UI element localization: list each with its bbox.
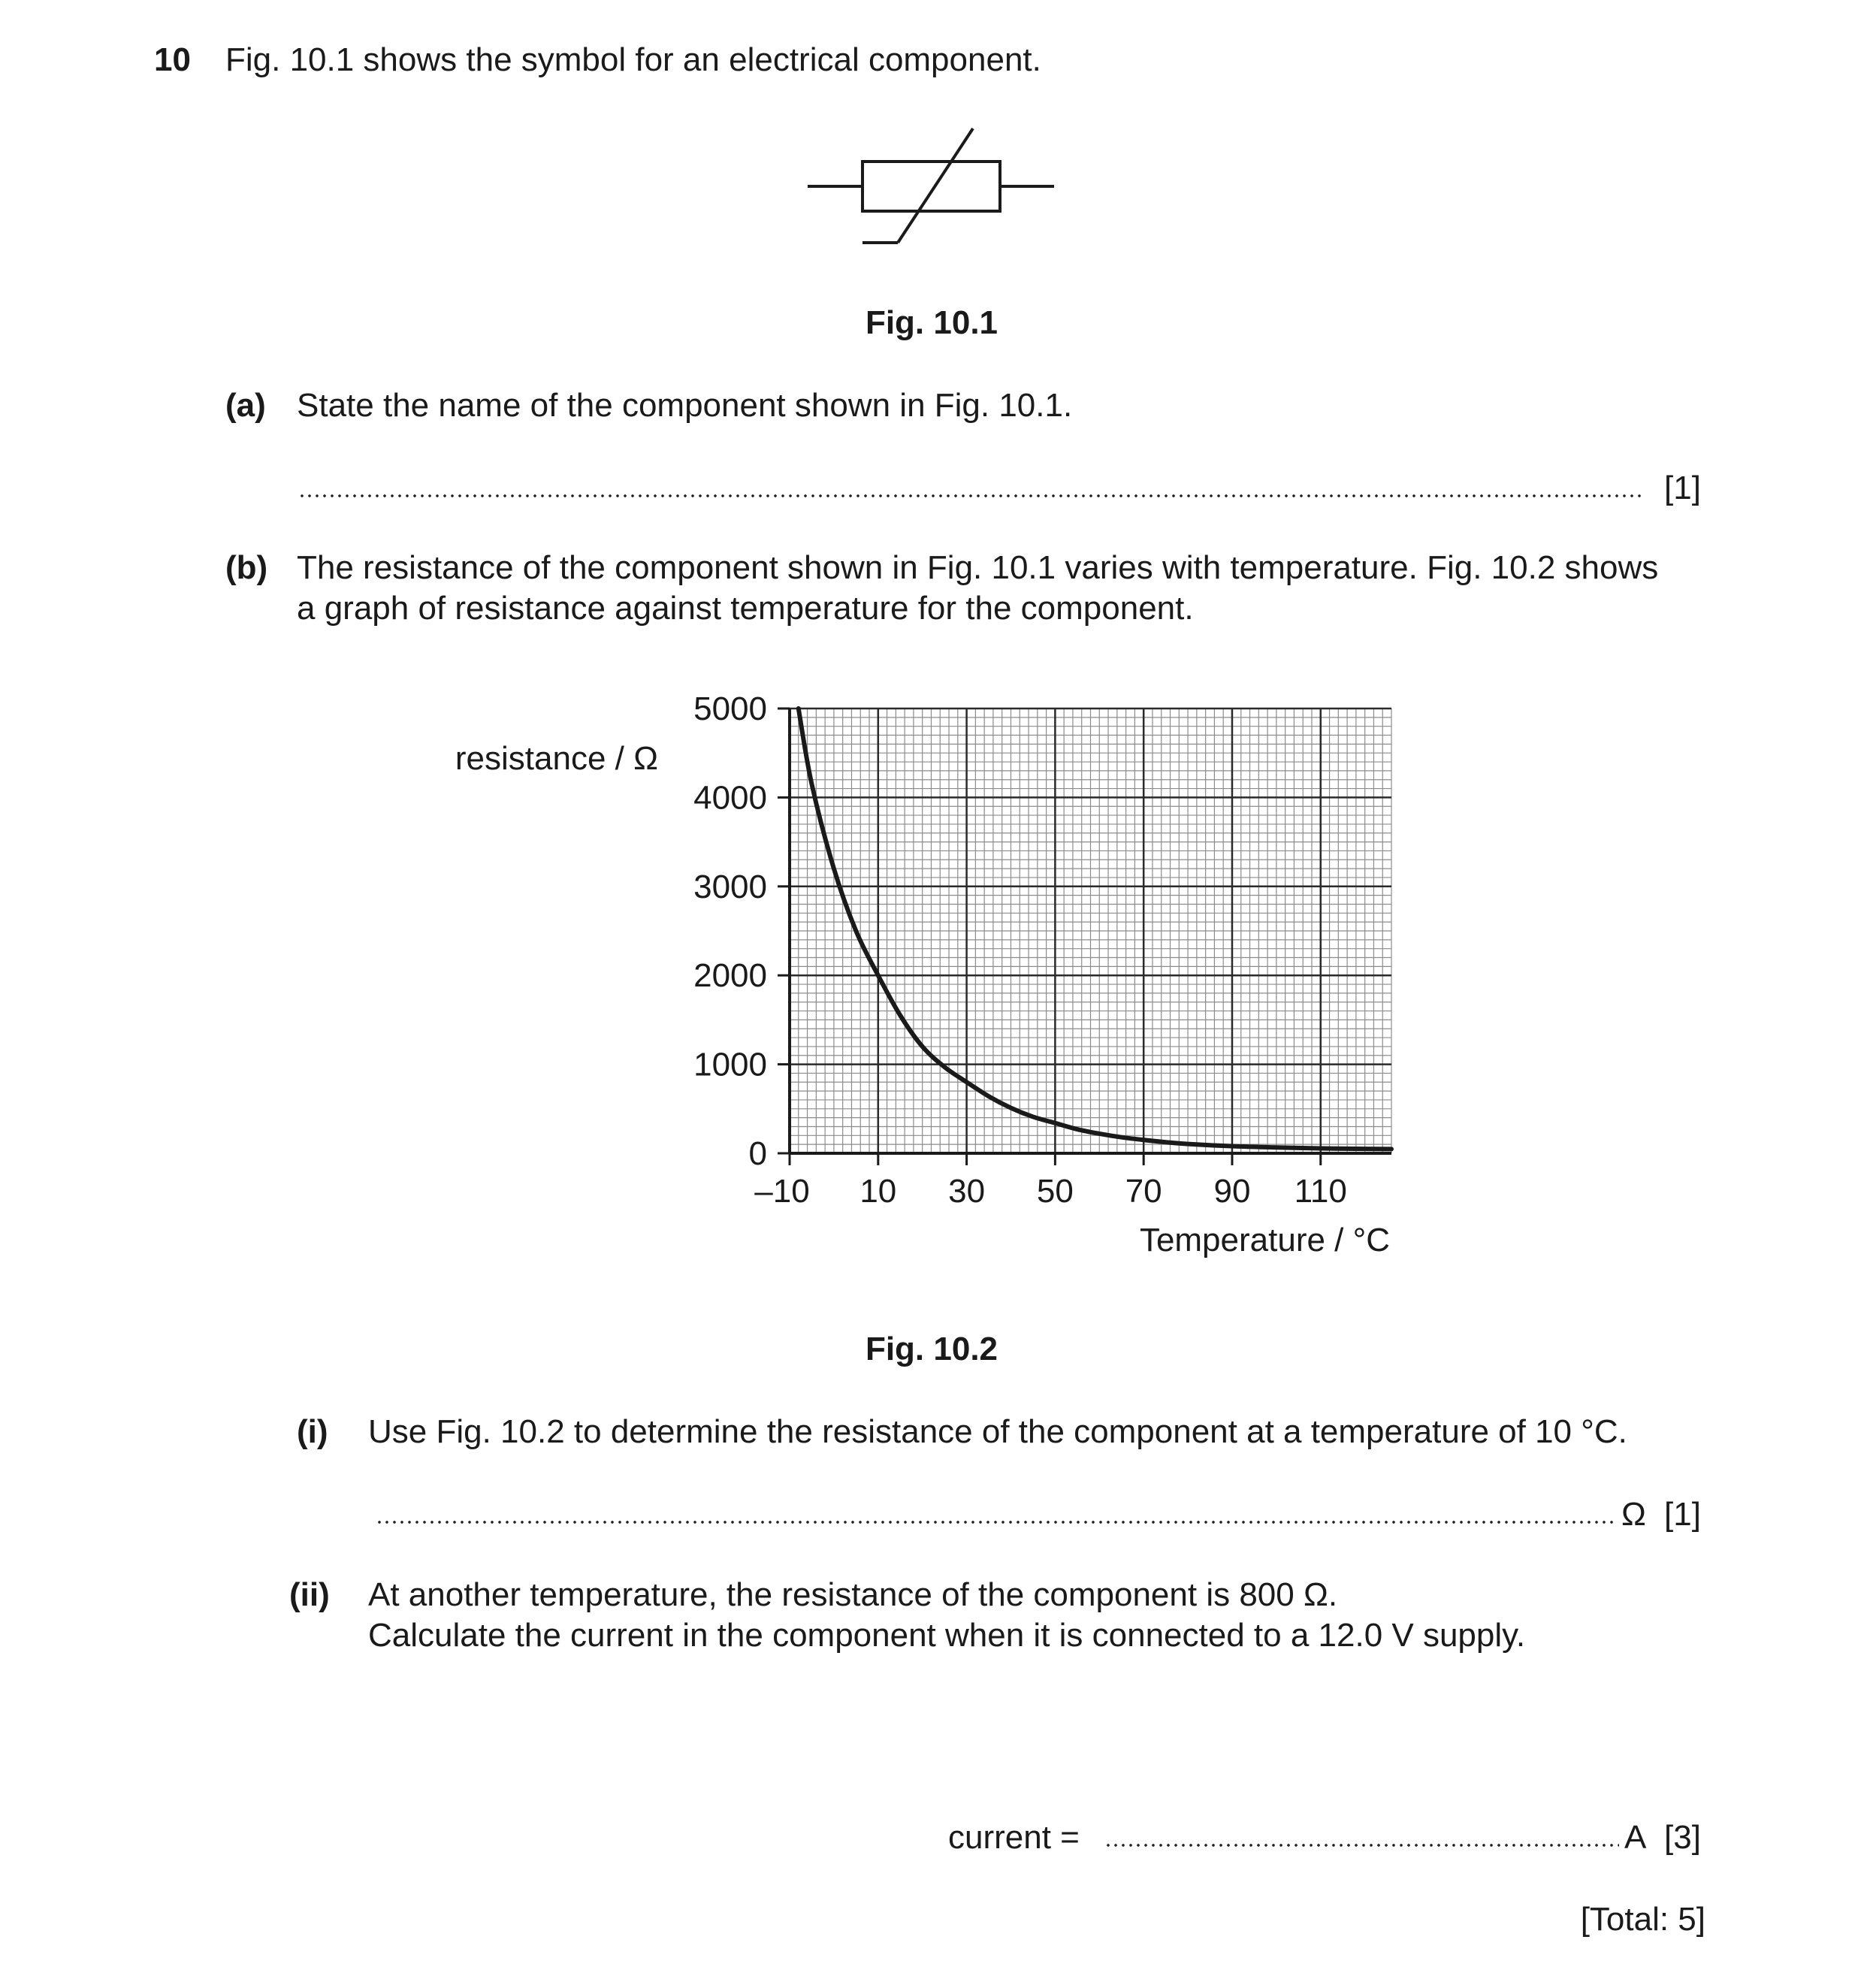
y-tick-label: 0 [748,1135,767,1172]
x-tick-labels [754,1173,1347,1210]
part-a-label: (a) [225,387,266,424]
y-tick-labels [693,690,767,1172]
current-answer-label: current = [948,1819,1080,1856]
part-b-label: (b) [225,549,268,586]
y-tick-label: 3000 [693,868,767,905]
y-tick-label: 2000 [693,957,767,995]
part-b-ii-text-line2: Calculate the current in the component when it is connected to a 12.0 V supply. [368,1617,1526,1654]
part-b-ii-label: (ii) [289,1576,330,1613]
answer-line-b-ii[interactable] [1104,1842,1619,1848]
part-b-ii-text-line1: At another temperature, the resistance of the component is 800 Ω. [368,1576,1338,1613]
y-tick-label: 1000 [693,1046,767,1083]
x-axis-label: Temperature / °C [1139,1222,1390,1258]
part-a-text: State the name of the component shown in Fig. 10.1. [297,387,1073,424]
part-b-i-text: Use Fig. 10.2 to determine the resistance of the component at a temperature of 10 °C. [368,1413,1627,1450]
x-tick-label: 50 [1036,1173,1074,1210]
question-number: 10 [154,41,191,78]
x-tick-label: –10 [754,1173,810,1210]
x-tick-label: 30 [948,1173,986,1210]
total-marks: [Total: 5] [1580,1901,1705,1938]
grid-minor [790,708,1391,1153]
x-tick-label: 110 [1294,1173,1347,1210]
y-tick-label: 5000 [693,690,767,727]
fig-10-2-caption: Fig. 10.2 [865,1331,998,1367]
fig-10-1-caption: Fig. 10.1 [865,304,998,341]
part-b-text-line2: a graph of resistance against temperature for the component. [297,590,1194,627]
x-tick-label: 90 [1213,1173,1251,1210]
part-b-ii-unit: A [1624,1819,1647,1856]
part-b-i-label: (i) [297,1413,328,1450]
x-tick-label: 70 [1125,1173,1162,1210]
part-b-ii-marks: [3] [1664,1819,1701,1856]
part-a-marks: [1] [1664,470,1701,506]
question-intro: Fig. 10.1 shows the symbol for an electrical component. [225,41,1041,78]
part-b-i-marks: [1] [1664,1496,1701,1533]
part-b-i-unit: Ω [1621,1496,1646,1533]
x-tick-label: 10 [859,1173,897,1210]
y-tick-label: 4000 [693,779,767,817]
part-b-text-line1: The resistance of the component shown in Fig. 10.1 varies with temperature. Fig. 10.2 shows [297,549,1659,586]
answer-line-b-i[interactable] [376,1519,1615,1525]
y-axis-label: resistance / Ω [455,740,658,777]
